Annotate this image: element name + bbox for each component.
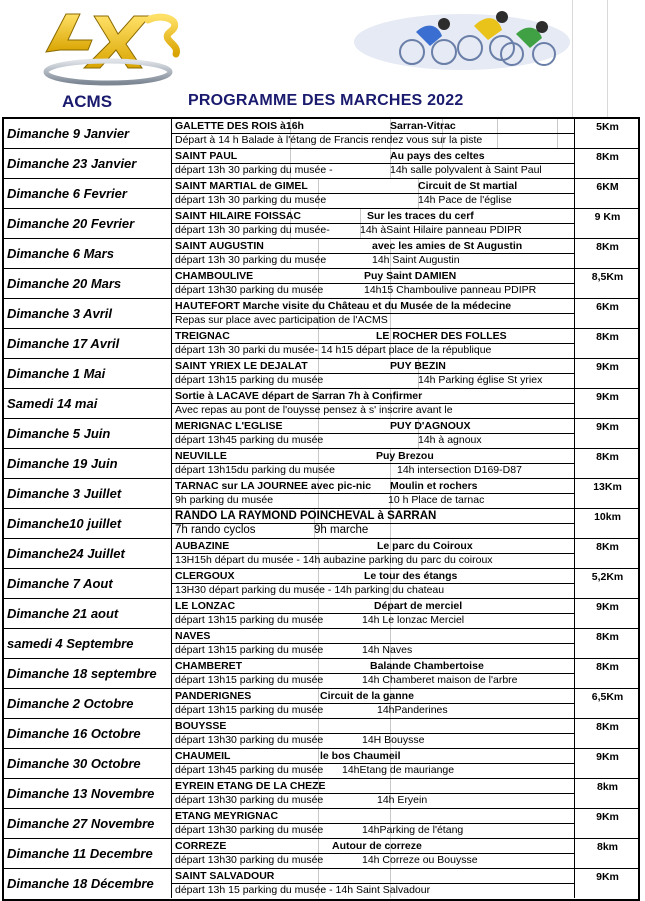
grid-line <box>318 749 319 763</box>
event-date: Dimanche 13 Novembre <box>4 779 172 808</box>
event-location: AUBAZINE <box>175 540 230 552</box>
table-row <box>4 359 638 389</box>
event-date: Dimanche 5 Juin <box>4 419 172 448</box>
grid-line <box>318 809 319 823</box>
grid-line <box>290 149 291 163</box>
event-theme: Sarran-Vitrac <box>390 120 456 132</box>
event-details <box>172 239 574 268</box>
event-location: LE LONZAC <box>175 600 236 612</box>
meeting-point: 14h15 Chamboulive panneau PDIPR <box>364 284 537 296</box>
event-location: CLERGOUX <box>175 570 235 582</box>
event-theme: Sur les traces du cerf <box>367 210 474 222</box>
grid-line <box>390 809 391 823</box>
event-theme: Autour de correze <box>332 840 422 852</box>
acms-logo <box>38 6 188 92</box>
departure-info: départ 13h 30 parki du musée- 14 h15 départ place de la république <box>175 344 492 356</box>
event-location: ETANG MEYRIGNAC <box>175 810 279 822</box>
meeting-point: 14hEtang de mauriange <box>342 764 455 776</box>
page-title: PROGRAMME DES MARCHES 2022 <box>188 92 464 109</box>
meeting-point: 14hParking de l'étang <box>362 824 464 836</box>
event-details <box>172 419 574 448</box>
event-location: NAVES <box>175 630 211 642</box>
table-row <box>4 479 638 509</box>
event-details <box>172 269 574 298</box>
table-row <box>4 779 638 809</box>
event-location: SAINT YRIEX LE DEJALAT <box>175 360 308 372</box>
departure-info: départ 13h15 parking du musée <box>175 674 324 686</box>
event-details <box>172 179 574 208</box>
grid-line <box>390 719 391 733</box>
grid-line <box>390 314 391 328</box>
event-location: SAINT SALVADOUR <box>175 870 275 882</box>
departure-info: départ 13h 30 parking du musée <box>175 254 327 266</box>
meeting-point: 14h salle polyvalent à Saint Paul <box>390 164 542 176</box>
grid-line <box>390 869 391 883</box>
event-location: CORREZE <box>175 840 227 852</box>
event-details <box>172 359 574 388</box>
event-date: Dimanche 1 Mai <box>4 359 172 388</box>
table-row <box>4 599 638 629</box>
meeting-point: 14h Naves <box>362 644 413 656</box>
departure-info: Départ à 14 h Balade à l'étang de Francis rendez vous sur la piste <box>175 134 483 146</box>
table-row <box>4 569 638 599</box>
event-details <box>172 629 574 658</box>
event-date: Dimanche 23 Janvier <box>4 149 172 178</box>
table-row <box>4 179 638 209</box>
departure-info: Repas sur place avec participation de l'ACMS <box>175 314 388 326</box>
event-location: SAINT HILAIRE FOISSAC <box>175 210 302 222</box>
event-date: Dimanche10 juillet <box>4 509 172 538</box>
grid-line <box>318 239 319 253</box>
table-row <box>4 209 638 239</box>
departure-info: départ 13h 30 parking du musée- <box>175 224 330 236</box>
grid-line <box>557 134 558 148</box>
event-date: Dimanche 9 Janvier <box>4 119 172 148</box>
grid-line <box>390 464 391 478</box>
distance: 8Km <box>574 629 640 658</box>
event-theme: Départ de merciel <box>374 600 463 612</box>
departure-info: 7h rando cyclos <box>175 524 256 536</box>
event-date: Dimanche 19 Juin <box>4 449 172 478</box>
grid-line <box>318 329 319 343</box>
distance: 5,2Km <box>574 569 640 598</box>
meeting-point: 14h Correze ou Bouysse <box>362 854 478 866</box>
event-theme: Le tour des étangs <box>364 570 458 582</box>
event-details <box>172 779 574 808</box>
table-row <box>4 839 638 869</box>
event-details <box>172 539 574 568</box>
event-date: Dimanche 16 Octobre <box>4 719 172 748</box>
event-theme: Au pays des celtes <box>390 150 485 162</box>
distance: 13Km <box>574 479 640 508</box>
distance: 5Km <box>574 119 640 148</box>
departure-info: départ 13h45 parking du musée <box>175 764 324 776</box>
grid-line <box>318 689 319 703</box>
event-date: Dimanche24 Juillet <box>4 539 172 568</box>
table-row <box>4 659 638 689</box>
event-theme: Moulin et rochers <box>390 480 478 492</box>
table-row <box>4 809 638 839</box>
event-theme: LE ROCHER DES FOLLES <box>376 330 507 342</box>
meeting-point: 10 h Place de tarnac <box>388 494 485 506</box>
schedule-table <box>2 117 640 901</box>
distance: 6KM <box>574 179 640 208</box>
table-row <box>4 869 638 899</box>
event-location: MERIGNAC L'EGLISE <box>175 420 283 432</box>
distance: 8Km <box>574 329 640 358</box>
event-date: Dimanche 18 Décembre <box>4 869 172 898</box>
meeting-point: 14h àSaint Hilaire panneau PDIPR <box>360 224 522 236</box>
event-details <box>172 479 574 508</box>
event-theme: PUY D'AGNOUX <box>390 420 471 432</box>
event-location: EYREIN ETANG DE LA CHEZE <box>175 780 326 792</box>
event-details <box>172 569 574 598</box>
departure-info: départ 13h15du parking du musée <box>175 464 335 476</box>
grid-line <box>318 839 319 853</box>
departure-info: départ 13h45 parking du musée <box>175 434 324 446</box>
grid-line <box>497 134 498 148</box>
event-location: TREIGNAC <box>175 330 230 342</box>
departure-info: 9h parking du musée <box>175 494 274 506</box>
departure-info: départ 13h15 parking du musée <box>175 704 324 716</box>
table-row <box>4 119 638 149</box>
event-date: Dimanche 20 Mars <box>4 269 172 298</box>
event-location: NEUVILLE <box>175 450 227 462</box>
distance: 6Km <box>574 299 640 328</box>
table-row <box>4 299 638 329</box>
event-date: Dimanche 7 Aout <box>4 569 172 598</box>
table-row <box>4 749 638 779</box>
grid-line <box>607 0 608 118</box>
event-date: Dimanche 3 Avril <box>4 299 172 328</box>
event-details <box>172 659 574 688</box>
event-theme: Le parc du Coiroux <box>377 540 473 552</box>
event-location: HAUTEFORT Marche visite du Château et du Musée de la médecine <box>175 300 512 312</box>
event-details <box>172 749 574 778</box>
distance: 9Km <box>574 869 640 898</box>
table-row <box>4 509 638 539</box>
event-date: Dimanche 3 Juillet <box>4 479 172 508</box>
event-details <box>172 209 574 238</box>
departure-info: départ 13h30 parking du musée <box>175 794 324 806</box>
table-row <box>4 419 638 449</box>
grid-line <box>318 269 319 283</box>
event-date: Samedi 14 mai <box>4 389 172 418</box>
distance: 9Km <box>574 419 640 448</box>
event-theme: Circuit de la ganne <box>320 690 414 702</box>
event-date: Dimanche 20 Fevrier <box>4 209 172 238</box>
event-date: Dimanche 6 Fevrier <box>4 179 172 208</box>
grid-line <box>497 119 498 133</box>
distance: 8Km <box>574 239 640 268</box>
event-details <box>172 389 574 418</box>
event-details <box>172 719 574 748</box>
grid-line <box>390 779 391 793</box>
distance: 10km <box>574 509 640 538</box>
meeting-point: 14hPanderines <box>377 704 448 716</box>
event-details <box>172 119 574 148</box>
departure-info: départ 13h15 parking du musée <box>175 614 324 626</box>
distance: 9Km <box>574 809 640 838</box>
table-row <box>4 149 638 179</box>
event-location: Sortie à LACAVE départ de Sarran 7h à Confirmer <box>175 390 423 402</box>
event-date: Dimanche 27 Novembre <box>4 809 172 838</box>
departure-info: départ 13h 30 parking du musée - <box>175 164 333 176</box>
grid-line <box>390 524 391 538</box>
departure-info: 13H30 départ parking du musée - 14h parking du chateau <box>175 584 445 596</box>
event-theme: Puy Saint DAMIEN <box>364 270 457 282</box>
event-details <box>172 689 574 718</box>
departure-info: départ 13h30 parking du musée <box>175 854 324 866</box>
event-details <box>172 809 574 838</box>
cyclists-banner <box>352 2 574 72</box>
meeting-point: 14h Le lonzac Merciel <box>362 614 465 626</box>
grid-line <box>318 494 319 508</box>
distance: 9Km <box>574 389 640 418</box>
grid-line <box>318 449 319 463</box>
event-details <box>172 149 574 178</box>
departure-info: départ 13h30 parking du musée <box>175 734 324 746</box>
event-date: Dimanche 2 Octobre <box>4 689 172 718</box>
page-header <box>0 0 645 118</box>
event-location: BOUYSSE <box>175 720 227 732</box>
departure-info: 13H15h départ du musée - 14h aubazine parking du parc du coiroux <box>175 554 493 566</box>
table-row <box>4 719 638 749</box>
event-details <box>172 329 574 358</box>
distance: 8Km <box>574 539 640 568</box>
event-theme: avec les amies de St Augustin <box>372 240 523 252</box>
meeting-point: 14h intersection D169-D87 <box>397 464 522 476</box>
meeting-point: 14H Bouysse <box>362 734 425 746</box>
distance: 9Km <box>574 359 640 388</box>
meeting-point: 14h Saint Augustin <box>372 254 460 266</box>
distance: 6,5Km <box>574 689 640 718</box>
event-details <box>172 449 574 478</box>
event-date: Dimanche 11 Decembre <box>4 839 172 868</box>
event-details <box>172 839 574 868</box>
table-row <box>4 689 638 719</box>
grid-line <box>318 869 319 883</box>
event-details <box>172 599 574 628</box>
event-location: TARNAC sur LA JOURNEE avec pic-nic <box>175 480 372 492</box>
departure-info: départ 13h30 parking du musée <box>175 824 324 836</box>
table-row <box>4 269 638 299</box>
distance: 8Km <box>574 719 640 748</box>
grid-line <box>318 569 319 583</box>
departure-info: Avec repas au pont de l'ouysse pensez à s' inscrire avant le <box>175 404 453 416</box>
event-location: CHAUMEIL <box>175 750 231 762</box>
event-date: samedi 4 Septembre <box>4 629 172 658</box>
table-row <box>4 449 638 479</box>
event-theme: PUY BEZIN <box>390 360 446 372</box>
distance: 9Km <box>574 749 640 778</box>
grid-line <box>318 539 319 553</box>
event-date: Dimanche 21 aout <box>4 599 172 628</box>
event-location: GALETTE DES ROIS à16h <box>175 120 304 132</box>
departure-info: départ 13h15 parking du musée <box>175 374 324 386</box>
grid-line <box>318 419 319 433</box>
event-date: Dimanche 18 septembre <box>4 659 172 688</box>
event-details <box>172 869 574 898</box>
event-theme: Puy Brezou <box>376 450 434 462</box>
meeting-point: 14h Parking église St yriex <box>418 374 543 386</box>
event-date: Dimanche 6 Mars <box>4 239 172 268</box>
distance: 8km <box>574 839 640 868</box>
grid-line <box>318 629 319 643</box>
event-location: CHAMBOULIVE <box>175 270 254 282</box>
departure-info: départ 13h 30 parking du musée <box>175 194 327 206</box>
grid-line <box>318 179 319 193</box>
grid-line <box>360 209 361 223</box>
event-details <box>172 299 574 328</box>
meeting-point: 14h Chamberet maison de l'arbre <box>362 674 518 686</box>
departure-info: départ 13h15 parking du musée <box>175 644 324 656</box>
distance: 8Km <box>574 449 640 478</box>
org-name: ACMS <box>62 92 113 111</box>
table-row <box>4 389 638 419</box>
meeting-point: 14h Eryein <box>377 794 428 806</box>
event-theme: Balande Chambertoise <box>370 660 484 672</box>
grid-line <box>318 359 319 373</box>
grid-line <box>318 599 319 613</box>
distance: 8,5Km <box>574 269 640 298</box>
grid-line <box>390 629 391 643</box>
departure-info: départ 13h30 parking du musée <box>175 284 324 296</box>
grid-line <box>318 719 319 733</box>
event-location: RANDO LA RAYMOND POINCHEVAL à SARRAN <box>175 510 437 522</box>
event-theme: Circuit de St martial <box>418 180 518 192</box>
event-location: SAINT AUGUSTIN <box>175 240 264 252</box>
event-date: Dimanche 17 Avril <box>4 329 172 358</box>
distance: 9 Km <box>574 209 640 238</box>
event-location: SAINT PAUL <box>175 150 238 162</box>
distance: 8Km <box>574 149 640 178</box>
event-details <box>172 509 574 538</box>
table-row <box>4 539 638 569</box>
table-row <box>4 239 638 269</box>
meeting-point: 9h marche <box>314 524 369 536</box>
grid-line <box>318 659 319 673</box>
event-date: Dimanche 30 Octobre <box>4 749 172 778</box>
event-location: CHAMBERET <box>175 660 243 672</box>
meeting-point: 14h à agnoux <box>418 434 482 446</box>
table-row <box>4 629 638 659</box>
meeting-point: 14h Pace de l'église <box>418 194 512 206</box>
distance: 8km <box>574 779 640 808</box>
departure-info: départ 13h 15 parking du musée - 14h Saint Salvadour <box>175 884 431 896</box>
event-location: SAINT MARTIAL de GIMEL <box>175 180 308 192</box>
grid-line <box>557 119 558 133</box>
event-location: PANDERIGNES <box>175 690 252 702</box>
distance: 9Km <box>574 599 640 628</box>
event-theme: le bos Chaumeil <box>320 750 401 762</box>
table-row <box>4 329 638 359</box>
distance: 8Km <box>574 659 640 688</box>
